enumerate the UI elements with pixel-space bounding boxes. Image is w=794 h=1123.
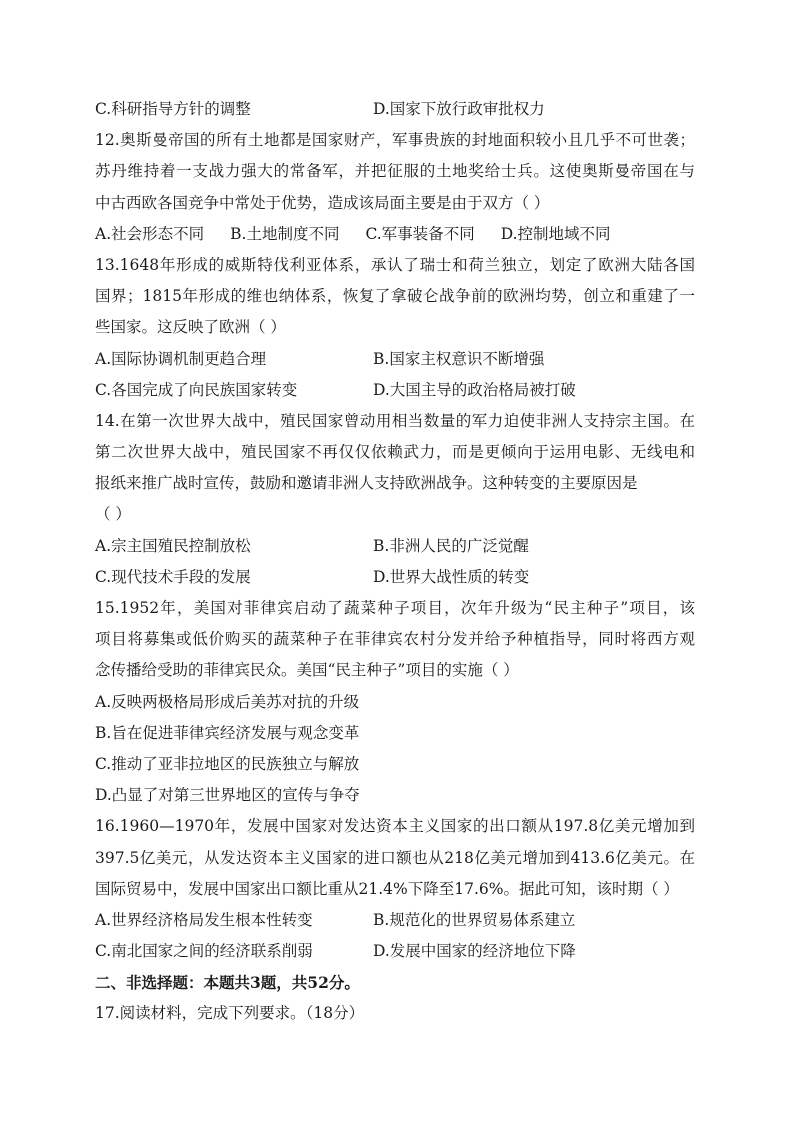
q13-option-b: B.国家主权意识不断增强 <box>373 349 545 368</box>
q11-option-c: C.科研指导方针的调整 <box>95 100 251 118</box>
q13-option-c: C.各国完成了向民族国家转变 <box>95 380 298 399</box>
q13-stem-line: 13.1648年形成的威斯特伐利亚体系，承认了瑞士和荷兰独立，划定了欧洲大陆各国 <box>95 255 695 274</box>
question-13 <box>95 250 695 406</box>
section-heading: 二、非选择题：本题共3题，共52分。 <box>95 973 360 993</box>
q16-option-b: B.规范化的世界贸易体系建立 <box>373 910 576 929</box>
q12-stem-line: 12.奥斯曼帝国的所有土地都是国家财产，军事贵族的封地面积较小且几乎不可世袭； <box>95 131 695 150</box>
q16-stem-line: 397.5亿美元，从发达资本主义国家的进口额也从218亿美元增加到413.6亿美元。在 <box>95 848 695 867</box>
question-17-intro: 17.阅读材料，完成下列要求。（18分） <box>95 1004 365 1023</box>
q15-option-a: A.反映两极格局形成后美苏对抗的升级 <box>95 692 360 711</box>
question-16 <box>95 811 695 967</box>
q12-option-d: D.控制地域不同 <box>500 224 611 243</box>
q13-options-row <box>95 375 695 406</box>
q12-stem-line: 中古西欧各国竞争中常处于优势，造成该局面主要是由于双方（ ） <box>95 193 550 212</box>
q12-options-row <box>95 219 695 250</box>
q14-answer-blank: （ ） <box>95 505 131 524</box>
q14-stem-line: 第二次世界大战中，殖民国家不再仅仅依赖武力，而是更倾向于运用电影、无线电和 <box>95 443 695 462</box>
q13-option-a: A.国际协调机制更趋合理 <box>95 349 267 368</box>
q11-option-d: D.国家下放行政审批权力 <box>373 100 545 118</box>
q16-option-c: C.南北国家之间的经济联系削弱 <box>95 942 313 961</box>
q15-stem-line: 念传播给受助的菲律宾民众。美国“民主种子”项目的实施（ ） <box>95 661 519 680</box>
q13-stem-line: 国界；1815年形成的维也纳体系，恢复了拿破仑战争前的欧洲均势，创立和重建了一 <box>95 287 695 306</box>
exam-page <box>95 94 695 1030</box>
q14-option-b: B.非洲人民的广泛觉醒 <box>373 536 529 555</box>
q14-options-row <box>95 562 695 593</box>
q13-options-row <box>95 344 695 375</box>
q14-options-row <box>95 531 695 562</box>
q15-option-c: C.推动了亚非拉地区的民族独立与解放 <box>95 754 360 773</box>
q14-stem-line: 14.在第一次世界大战中，殖民国家曾动用相当数量的军力迫使非洲人支持宗主国。在 <box>95 411 695 430</box>
q16-stem-line: 16.1960—1970年，发展中国家对发达资本主义国家的出口额从197.8亿美元增加到 <box>95 817 695 836</box>
q14-stem-line: 报纸来推广战时宣传，鼓励和邀请非洲人支持欧洲战争。这种转变的主要原因是 <box>95 474 638 493</box>
q13-option-d: D.大国主导的政治格局被打破 <box>373 380 576 399</box>
q14-option-c: C.现代技术手段的发展 <box>95 567 251 586</box>
q16-option-d: D.发展中国家的经济地位下降 <box>373 942 576 961</box>
q16-stem-line: 国际贸易中，发展中国家出口额比重从21.4%下降至17.6%。据此可知，该时期（ ） <box>95 879 679 898</box>
question-15 <box>95 593 695 811</box>
q15-stem-line: 项目将募集或低价购买的蔬菜种子在菲律宾农村分发并给予种植指导，同时将西方观 <box>95 630 695 649</box>
q11-options-row <box>95 94 695 125</box>
q12-stem-line: 苏丹维持着一支战力强大的常备军，并把征服的土地奖给士兵。这使奥斯曼帝国在与 <box>95 162 695 181</box>
q16-options-row <box>95 936 695 967</box>
q12-option-c: C.军事装备不同 <box>365 224 475 243</box>
question-14 <box>95 406 695 593</box>
q14-option-d: D.世界大战性质的转变 <box>373 567 530 586</box>
q14-option-a: A.宗主国殖民控制放松 <box>95 536 251 555</box>
q16-options-row <box>95 905 695 936</box>
q15-option-b: B.旨在促进菲律宾经济发展与观念变革 <box>95 723 360 742</box>
q12-option-b: B.土地制度不同 <box>230 224 340 243</box>
q15-option-d: D.凸显了对第三世界地区的宣传与争夺 <box>95 786 360 805</box>
q13-stem-line: 些国家。这反映了欧洲（ ） <box>95 318 286 337</box>
q12-option-a: A.社会形态不同 <box>95 224 205 243</box>
q15-stem-line: 15.1952年，美国对菲律宾启动了蔬菜种子项目，次年升级为“民主种子”项目，该 <box>95 599 695 617</box>
q16-option-a: A.世界经济格局发生根本性转变 <box>95 910 313 929</box>
question-12 <box>95 125 695 250</box>
